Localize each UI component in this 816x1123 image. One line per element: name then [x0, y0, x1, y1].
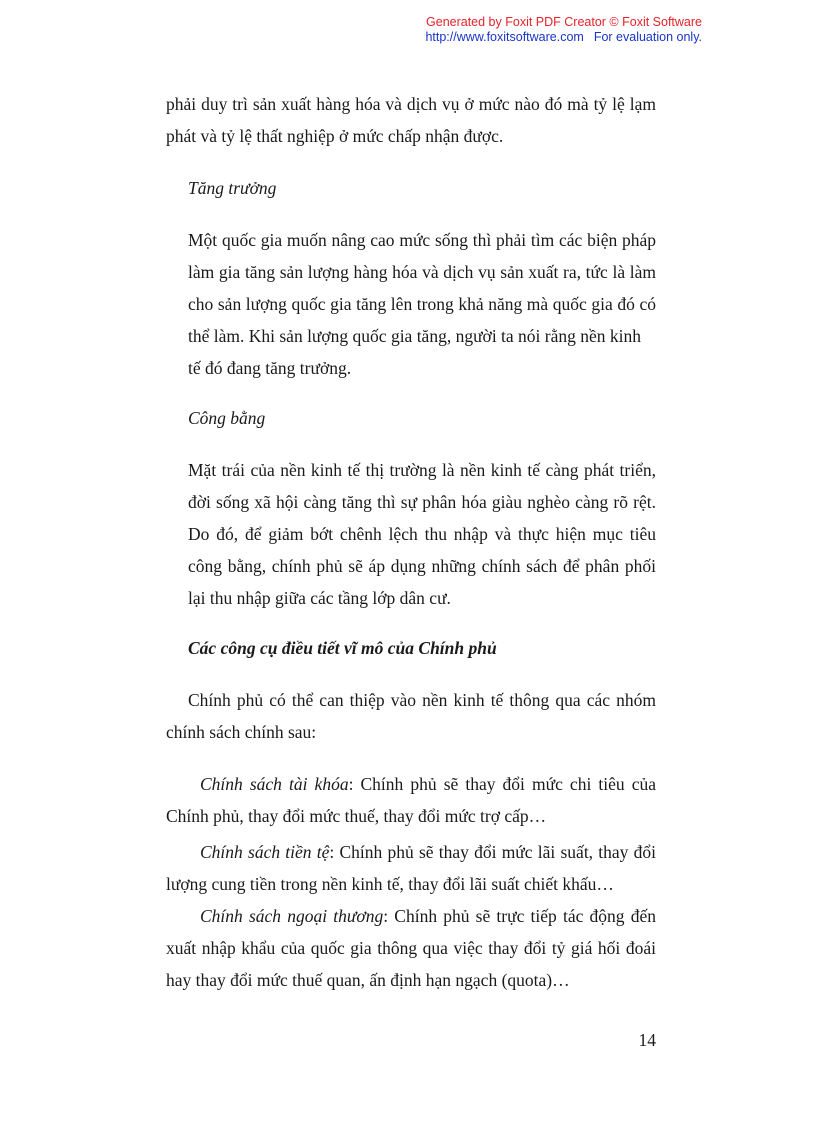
growth-line-2: làm gia tăng sản lượng hàng hóa và dịch vụ sản xuất ra, tức là làm: [188, 262, 656, 282]
fiscal-policy-term: Chính sách tài khóa: [200, 774, 349, 794]
equity-line-4: công bằng, chính phủ sẽ áp dụng những chính sách để phân phối: [188, 556, 656, 576]
trade-policy-line-2: xuất nhập khẩu của quốc gia thông qua việc thay đổi tỷ giá hối đoái: [166, 938, 656, 958]
heading-equity: Công bằng: [188, 408, 266, 428]
trade-policy-desc: : Chính phủ sẽ trực tiếp tác động đến: [383, 906, 656, 926]
heading-growth: Tăng trưởng: [188, 178, 277, 198]
tools-intro-line-2: chính sách chính sau:: [166, 722, 317, 742]
equity-line-5: lại thu nhập giữa các tầng lớp dân cư.: [188, 588, 451, 608]
fiscal-policy-desc: : Chính phủ sẽ thay đổi mức chi tiêu của: [348, 774, 656, 794]
monetary-policy-term: Chính sách tiền tệ: [200, 842, 330, 862]
fiscal-policy-line-1: [200, 768, 656, 800]
monetary-policy-line-1: [200, 836, 656, 868]
equity-line-1: Mặt trái của nền kinh tế thị trường là nền kinh tế càng phát triển,: [188, 460, 656, 480]
heading-policy-tools: Các công cụ điều tiết vĩ mô của Chính phủ: [188, 638, 497, 658]
page-number: 14: [638, 1030, 656, 1050]
intro-line-2: phát và tỷ lệ thất nghiệp ở mức chấp nhận được.: [166, 126, 504, 146]
watermark-note: For evaluation only.: [593, 30, 702, 44]
growth-line-4: thể làm. Khi sản lượng quốc gia tăng, người ta nói rằng nền kinh: [188, 326, 642, 346]
watermark-url[interactable]: http://www.foxitsoftware.com: [425, 30, 584, 44]
equity-line-2: đời sống xã hội càng tăng thì sự phân hóa giàu nghèo càng rõ rệt.: [188, 492, 656, 512]
trade-policy-term: Chính sách ngoại thương: [200, 906, 384, 926]
monetary-policy-line-2: lượng cung tiền trong nền kinh tế, thay đổi lãi suất chiết khấu…: [166, 874, 614, 894]
intro-line-1: phải duy trì sản xuất hàng hóa và dịch vụ ở mức nào đó mà tỷ lệ lạm: [166, 94, 656, 114]
trade-policy-line-3: hay thay đổi mức thuế quan, ấn định hạn ngạch (quota)…: [166, 970, 570, 990]
watermark-link-line: [380, 30, 702, 45]
fiscal-policy-line-2: Chính phủ, thay đổi mức thuế, thay đổi mức trợ cấp…: [166, 806, 547, 826]
monetary-policy-desc: : Chính phủ sẽ thay đổi mức lãi suất, thay đổi: [329, 842, 656, 862]
growth-line-3: cho sản lượng quốc gia tăng lên trong khả năng mà quốc gia đó có: [188, 294, 656, 314]
growth-line-1: Một quốc gia muốn nâng cao mức sống thì phải tìm các biện pháp: [188, 230, 656, 250]
growth-line-5: tế đó đang tăng trưởng.: [188, 358, 352, 378]
tools-intro-line-1: Chính phủ có thể can thiệp vào nền kinh tế thông qua các nhóm: [188, 690, 656, 710]
equity-line-3: Do đó, để giảm bớt chênh lệch thu nhập và thực hiện mục tiêu: [188, 524, 656, 544]
foxit-watermark: [380, 15, 702, 45]
watermark-generator-text: Generated by Foxit PDF Creator © Foxit Software: [426, 15, 702, 29]
trade-policy-line-1: [200, 900, 656, 932]
